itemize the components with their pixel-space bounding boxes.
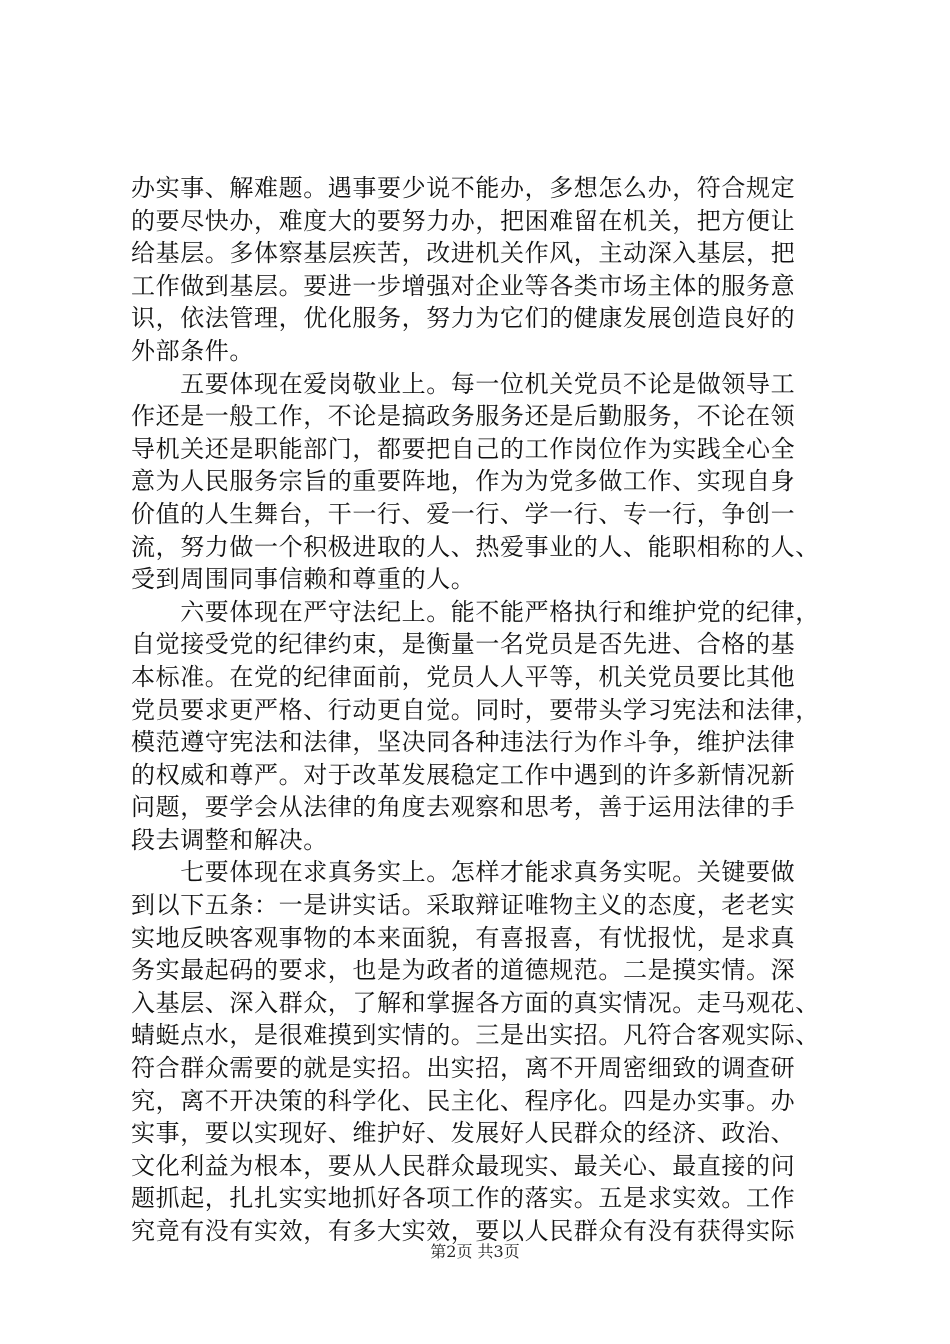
- text-line: 导机关还是职能部门，都要把自己的工作岗位作为实践全心全: [131, 434, 796, 463]
- text-line: 流，努力做一个积极进取的人、热爱事业的人、能职相称的人、: [131, 532, 820, 561]
- text-line: 党员要求更严格、行动更自觉。同时，要带头学习宪法和法律，: [131, 695, 820, 724]
- body-text: [131, 172, 833, 1248]
- text-line: 实地反映客观事物的本来面貌，有喜报喜，有忧报忧，是求真: [131, 923, 796, 952]
- text-line: 办实事、解难题。遇事要少说不能办，多想怎么办，符合规定: [131, 174, 796, 202]
- text-line: 价值的人生舞台，干一行、爱一行、学一行、专一行，争创一: [131, 499, 796, 528]
- text-line: 本标准。在党的纪律面前，党员人人平等，机关党员要比其他: [131, 662, 796, 691]
- text-line: 务实最起码的要求，也是为政者的道德规范。二是摸实情。深: [131, 956, 796, 985]
- text-line: 的要尽快办，难度大的要努力办，把困难留在机关，把方便让: [131, 206, 796, 235]
- text-line: 问题，要学会从法律的角度去观察和思考，善于运用法律的手: [131, 793, 796, 822]
- text-line: 模范遵守宪法和法律，坚决同各种违法行为作斗争，维护法律: [131, 728, 796, 757]
- text-line: 外部条件。: [131, 336, 254, 365]
- page-footer: 第2页 共3页: [430, 1242, 520, 1261]
- text-line: 的权威和尊严。对于改革发展稳定工作中遇到的许多新情况新: [131, 760, 796, 789]
- text-line: 段去调整和解决。: [131, 825, 328, 854]
- text-line: 受到周围同事信赖和尊重的人。: [131, 565, 476, 594]
- text-line: 实事，要以实现好、维护好、发展好人民群众的经济、政治、: [131, 1119, 796, 1148]
- text-line: 文化利益为根本，要从人民群众最现实、最关心、最直接的问: [131, 1151, 796, 1180]
- text-line: 意为人民服务宗旨的重要阵地，作为为党多做工作、实现自身: [131, 467, 796, 496]
- text-line: 题抓起，扎扎实实地抓好各项工作的落实。五是求实效。工作: [131, 1184, 796, 1213]
- text-line: 给基层。多体察基层疾苦，改进机关作风，主动深入基层，把: [131, 239, 796, 268]
- text-line: 入基层、深入群众，了解和掌握各方面的真实情况。走马观花、: [131, 988, 820, 1017]
- text-line: 究竟有没有实效，有多大实效，要以人民群众有没有获得实际: [131, 1217, 796, 1245]
- text-line: 五要体现在爱岗敬业上。每一位机关党员不论是做领导工: [131, 369, 796, 398]
- text-line: 工作做到基层。要进一步增强对企业等各类市场主体的服务意: [131, 271, 796, 300]
- text-line: 到以下五条：一是讲实话。采取辩证唯物主义的态度，老老实: [131, 891, 796, 920]
- text-line: 六要体现在严守法纪上。能不能严格执行和维护党的纪律，: [131, 597, 820, 626]
- text-line: 符合群众需要的就是实招。出实招，离不开周密细致的调查研: [131, 1054, 796, 1083]
- text-line: 识，依法管理，优化服务，努力为它们的健康发展创造良好的: [131, 304, 796, 333]
- text-line: 七要体现在求真务实上。怎样才能求真务实呢。关键要做: [131, 858, 796, 887]
- text-line: 作还是一般工作，不论是搞政务服务还是后勤服务，不论在领: [131, 402, 796, 431]
- text-line: 蜻蜓点水，是很难摸到实情的。三是出实招。凡符合客观实际、: [131, 1021, 820, 1050]
- text-line: 究，离不开决策的科学化、民主化、程序化。四是办实事。办: [131, 1086, 796, 1115]
- text-line: 自觉接受党的纪律约束，是衡量一名党员是否先进、合格的基: [131, 630, 796, 659]
